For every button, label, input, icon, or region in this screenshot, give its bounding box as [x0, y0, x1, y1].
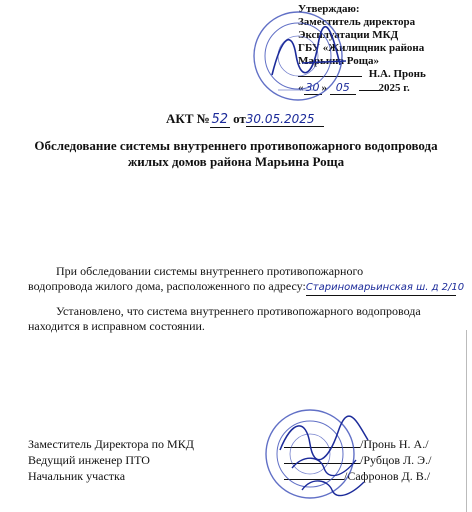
signer-name-1: /Пронь Н. А./: [360, 437, 429, 451]
approval-line1: Заместитель директора: [298, 16, 416, 28]
approval-line3: ГБУ «Жилищник района: [298, 42, 425, 54]
approval-date-row: « 30 » 05 2025 г.: [298, 81, 410, 94]
approval-line2: Эксплуатации МКД: [298, 29, 399, 41]
signature-top: [262, 25, 352, 85]
signature-titles: [28, 436, 194, 484]
paragraph-2-line2: находится в исправном состоянии.: [28, 319, 205, 333]
approval-heading: Утверждаю:: [298, 3, 360, 15]
approval-name: Н.А. Пронь: [368, 68, 426, 80]
act-subject-line2: жилых домов района Марьина Роща: [127, 154, 345, 169]
act-date: 30.05.2025: [246, 112, 324, 127]
paragraph-2: [28, 304, 468, 334]
approval-line4: Марьина Роща»: [298, 55, 379, 67]
act-subject-line1: Обследование системы внутреннего противопожарного водопровода: [34, 138, 438, 153]
approval-date-year: 2025 г.: [378, 82, 410, 94]
act-subject: [0, 138, 472, 170]
act-title: АКТ № 52 от30.05.2025: [166, 111, 324, 128]
paragraph-2-line1: Установлено, что система внутреннего противопожарного водопровода: [56, 304, 421, 318]
paragraph-1: [28, 264, 472, 296]
address-handwritten: Стариномарьинская ш. д 2/10: [306, 280, 456, 296]
page-edge-line: [466, 330, 467, 512]
signer-title-3: Начальник участка: [28, 469, 126, 483]
signer-title-2: Ведущий инженер ПТО: [28, 453, 150, 467]
approval-date-day: 30: [305, 81, 320, 94]
approval-date-month: 05: [330, 81, 356, 95]
signer-name-2: /Рубцов Л. Э./: [360, 453, 432, 467]
signer-title-1: Заместитель Директора по МКД: [28, 437, 194, 451]
paragraph-1-line2: водопровода жилого дома, расположенного по адресу:Стариномарьинская ш. д 2/10: [28, 279, 472, 296]
signature-bottom: [272, 410, 382, 500]
paragraph-1-line1: При обследовании системы внутреннего противопожарного: [56, 264, 364, 278]
signer-name-3: /Сафронов Д. В./: [344, 469, 431, 483]
act-number: 52: [211, 112, 229, 127]
